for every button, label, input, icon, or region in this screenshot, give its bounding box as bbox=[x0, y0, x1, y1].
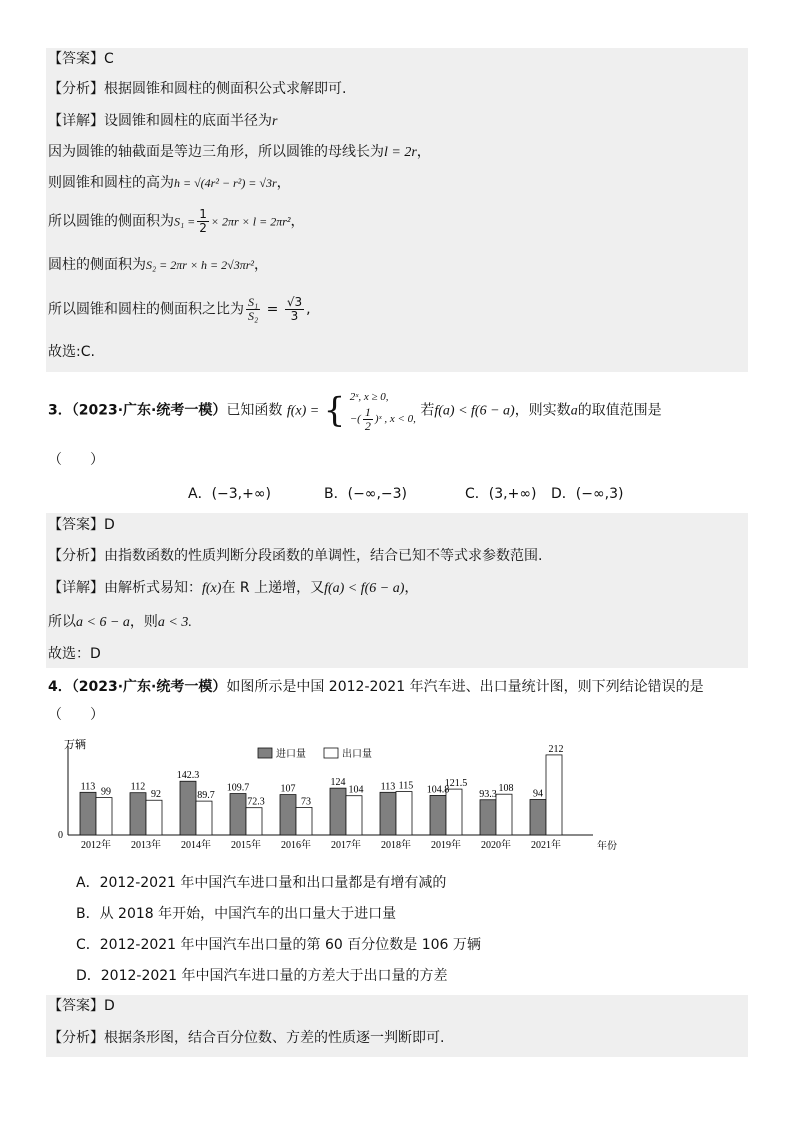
data-label-export: 73 bbox=[301, 796, 311, 808]
bar-import bbox=[430, 795, 446, 835]
detail-line-2: 因为圆锥的轴截面是等边三角形，所以圆锥的母线长为l = 2r， bbox=[48, 144, 431, 160]
data-label-import: 124 bbox=[330, 777, 346, 789]
x-axis-label: 年份 bbox=[597, 841, 617, 852]
q3-choose: 故选：D bbox=[48, 646, 101, 662]
y-axis-label: 万辆 bbox=[64, 739, 86, 751]
x-tick-label: 2015年 bbox=[231, 840, 261, 851]
legend-swatch-import bbox=[258, 748, 272, 758]
q3-answer: 【答案】D bbox=[48, 517, 115, 533]
data-label-export: 121.5 bbox=[444, 778, 468, 790]
bar-export bbox=[546, 755, 562, 835]
data-label-export: 212 bbox=[548, 743, 564, 755]
q4-option-a: A．2012-2021 年中国汽车进口量和出口量都是有增有减的 bbox=[76, 875, 447, 891]
detail-line-3: 则圆锥和圆柱的高为h = √(4r² − r²) = √3r， bbox=[48, 175, 291, 191]
q3-detail: 【详解】由解析式易知：f(x)在 R 上递增，又f(a) < f(6 − a)， bbox=[48, 580, 419, 596]
data-label-import: 104.8 bbox=[426, 784, 450, 796]
data-label-import: 112 bbox=[130, 781, 146, 793]
bar-import bbox=[530, 799, 546, 835]
x-tick-label: 2014年 bbox=[181, 840, 211, 851]
analysis-1: 【分析】根据圆锥和圆柱的侧面积公式求解即可. bbox=[48, 81, 347, 97]
data-label-export: 89.7 bbox=[197, 790, 215, 802]
bar-import bbox=[480, 800, 496, 835]
detail-line-6: 所以圆锥和圆柱的侧面积之比为 $\frac{\text{S₁}}{\text{S₂}}$ = $\frac{√3}{3}$ , bbox=[48, 295, 311, 323]
data-label-export: 104 bbox=[348, 784, 364, 796]
detail-line-5: 圆柱的侧面积为S₂ = 2πr × h = 2√3πr²， bbox=[48, 257, 269, 273]
data-label-export: 92 bbox=[151, 789, 161, 801]
bar-import bbox=[130, 793, 146, 835]
question-4-paren: （ ） bbox=[48, 707, 104, 723]
bar-export bbox=[446, 789, 462, 835]
q4-option-c: C．2012-2021 年中国汽车出口量的第 60 百分位数是 106 万辆 bbox=[76, 937, 481, 953]
x-tick-label: 2017年 bbox=[331, 840, 361, 851]
x-tick-label: 2018年 bbox=[381, 840, 411, 851]
bar-import bbox=[380, 792, 396, 835]
answer-c: 【答案】C bbox=[48, 51, 114, 67]
bar-export bbox=[96, 798, 112, 835]
import-export-bar-chart bbox=[48, 739, 617, 860]
bar-import bbox=[80, 792, 96, 835]
data-label-export: 108 bbox=[498, 783, 514, 795]
q3-analysis: 【分析】由指数函数的性质判断分段函数的单调性，结合已知不等式求参数范围. bbox=[48, 548, 543, 564]
q3-option-d: D．(−∞,3) bbox=[551, 486, 624, 502]
bar-export bbox=[296, 807, 312, 835]
data-label-export: 72.3 bbox=[247, 796, 265, 808]
bar-import bbox=[280, 795, 296, 835]
bar-import bbox=[180, 781, 196, 835]
bar-export bbox=[496, 794, 512, 835]
legend-swatch-export bbox=[324, 748, 338, 758]
data-label-import: 142.3 bbox=[176, 770, 200, 782]
q3-detail-line-2: 所以a < 6 − a，则a < 3. bbox=[48, 614, 192, 630]
x-tick-label: 2019年 bbox=[431, 840, 461, 851]
data-label-import: 107 bbox=[280, 783, 296, 795]
x-tick-label: 2012年 bbox=[81, 840, 111, 851]
data-label-import: 94 bbox=[533, 788, 543, 800]
question-3: 3．（2023·广东·统考一模）已知函数 f(x) = { 2ˣ, x ≥ 0, −( $\frac{1}{2}$ )ˣ , x < 0, 若f(a) < f(6 − a)，则实数a的取值范围是 bbox=[48, 390, 662, 433]
x-tick-label: 2016年 bbox=[281, 840, 311, 851]
data-label-import: 109.7 bbox=[226, 782, 250, 794]
data-label-import: 93.3 bbox=[479, 788, 497, 800]
data-label-import: 113 bbox=[80, 781, 96, 793]
detail-line-4: 所以圆锥的侧面积为S₁ = $\frac{1}{2}$ × 2πr × l = 2πr²， bbox=[48, 207, 305, 235]
q3-option-c: C．(3,+∞) bbox=[465, 486, 537, 502]
legend-label-export: 出口量 bbox=[342, 749, 372, 760]
x-tick-label: 2021年 bbox=[531, 840, 561, 851]
bar-import bbox=[330, 788, 346, 835]
question-3-paren: （ ） bbox=[48, 452, 104, 468]
bar-export bbox=[246, 808, 262, 835]
bar-export bbox=[396, 792, 412, 835]
q4-analysis: 【分析】根据条形图，结合百分位数、方差的性质逐一判断即可. bbox=[48, 1030, 445, 1046]
bar-export bbox=[196, 801, 212, 835]
data-label-export: 99 bbox=[101, 786, 111, 798]
q4-option-d: D．2012-2021 年中国汽车进口量的方差大于出口量的方差 bbox=[76, 968, 448, 984]
bar-import bbox=[230, 794, 246, 835]
choose-c: 故选:C. bbox=[48, 344, 95, 360]
q4-answer: 【答案】D bbox=[48, 998, 115, 1014]
bar-export bbox=[146, 800, 162, 835]
data-label-import: 113 bbox=[380, 781, 396, 793]
legend-label-import: 进口量 bbox=[276, 749, 306, 760]
x-tick-label: 2020年 bbox=[481, 840, 511, 851]
x-tick-label: 2013年 bbox=[131, 840, 161, 851]
bar-export bbox=[346, 796, 362, 835]
question-4: 4．（2023·广东·统考一模）如图所示是中国 2012-2021 年汽车进、出口量统计图，则下列结论错误的是 bbox=[48, 679, 704, 695]
q3-option-a: A．(−3,+∞) bbox=[188, 486, 271, 502]
detail-1: 【详解】设圆锥和圆柱的底面半径为r bbox=[48, 113, 278, 129]
q3-option-b: B．(−∞,−3) bbox=[324, 486, 408, 502]
q4-option-b: B．从 2018 年开始，中国汽车的出口量大于进口量 bbox=[76, 906, 397, 922]
y-origin-label: 0 bbox=[58, 830, 63, 841]
data-label-export: 115 bbox=[398, 780, 414, 792]
